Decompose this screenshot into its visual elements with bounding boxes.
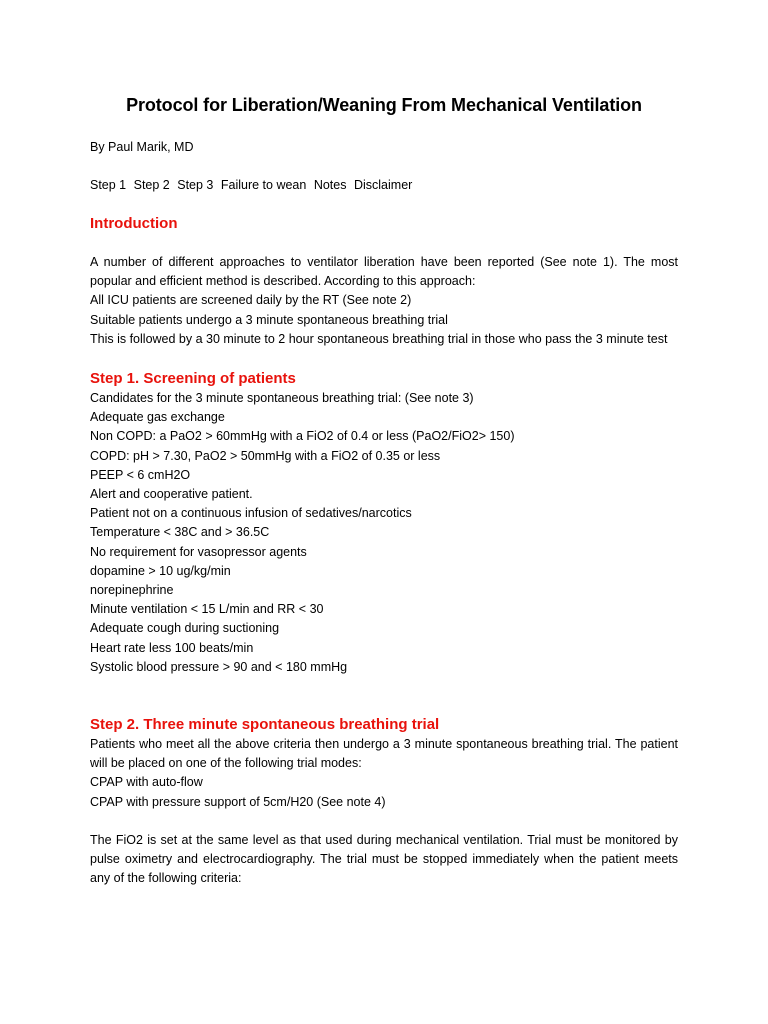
step1-heading: Step 1. Screening of patients (90, 370, 296, 388)
introduction-paragraph: A number of different approaches to ventilator liberation have been reported (See note 1). The most popular and efficient method is described. According to this approach: (90, 255, 678, 289)
nav-link-notes[interactable]: Notes (313, 178, 347, 192)
step1-criterion: Systolic blood pressure > 90 and < 180 mmHg (90, 659, 348, 674)
trial-mode: CPAP with auto-flow (90, 775, 203, 790)
step2-monitoring-paragraph: The FiO2 is set at the same level as that used during mechanical ventilation. Trial must be monitored by pulse oximetry and electrocardiography. The trial must be stopped immediately when the patient meets any of the following criteria: (90, 832, 678, 886)
step1-criterion: dopamine > 10 ug/kg/min (90, 563, 231, 578)
page-title: Protocol for Liberation/Weaning From Mechanical Ventilation (126, 95, 642, 115)
nav-link-disclaimer[interactable]: Disclaimer (353, 178, 413, 192)
nav-link-failure-to-wean[interactable]: Failure to wean (220, 178, 307, 192)
nav-link-step-2[interactable]: Step 2 (133, 178, 170, 192)
step1-criterion: norepinephrine (90, 583, 174, 598)
step1-criterion: PEEP < 6 cmH2O (90, 467, 191, 482)
step1-criterion: Non COPD: a PaO2 > 60mmHg with a FiO2 of 0.4 or less (PaO2/FiO2> 150) (90, 429, 515, 444)
step1-criterion: Heart rate less 100 beats/min (90, 640, 254, 655)
step1-criterion: Adequate cough during suctioning (90, 621, 280, 636)
step1-criterion: Candidates for the 3 minute spontaneous breathing trial: (See note 3) (90, 391, 474, 406)
step2-intro-paragraph: Patients who meet all the above criteria then undergo a 3 minute spontaneous breathing trial. The patient will be placed on one of the following trial modes: (90, 737, 678, 771)
introduction-heading: Introduction (90, 215, 178, 232)
author-byline: By Paul Marik, MD (90, 140, 194, 154)
document-content (90, 94, 678, 888)
section-nav (90, 176, 678, 195)
step1-criterion: Patient not on a continuous infusion of sedatives/narcotics (90, 506, 412, 521)
step1-criterion: No requirement for vasopressor agents (90, 544, 307, 559)
step1-criterion: COPD: pH > 7.30, PaO2 > 50mmHg with a FiO2 of 0.35 or less (90, 448, 441, 463)
step1-criterion: Minute ventilation < 15 L/min and RR < 30 (90, 602, 324, 617)
step1-criterion: Alert and cooperative patient. (90, 487, 253, 502)
step1-criterion: Adequate gas exchange (90, 410, 225, 425)
introduction-line: Suitable patients undergo a 3 minute spontaneous breathing trial (90, 312, 448, 327)
introduction-line: This is followed by a 30 minute to 2 hour spontaneous breathing trial in those who pass the 3 minute test (90, 331, 668, 346)
trial-mode: CPAP with pressure support of 5cm/H20 (See note 4) (90, 794, 386, 809)
nav-link-step-1[interactable]: Step 1 (90, 178, 127, 192)
step1-criterion: Temperature < 38C and > 36.5C (90, 525, 270, 540)
step2-heading: Step 2. Three minute spontaneous breathing trial (90, 716, 440, 734)
introduction-line: All ICU patients are screened daily by the RT (See note 2) (90, 293, 412, 308)
nav-link-step-3[interactable]: Step 3 (177, 178, 214, 192)
